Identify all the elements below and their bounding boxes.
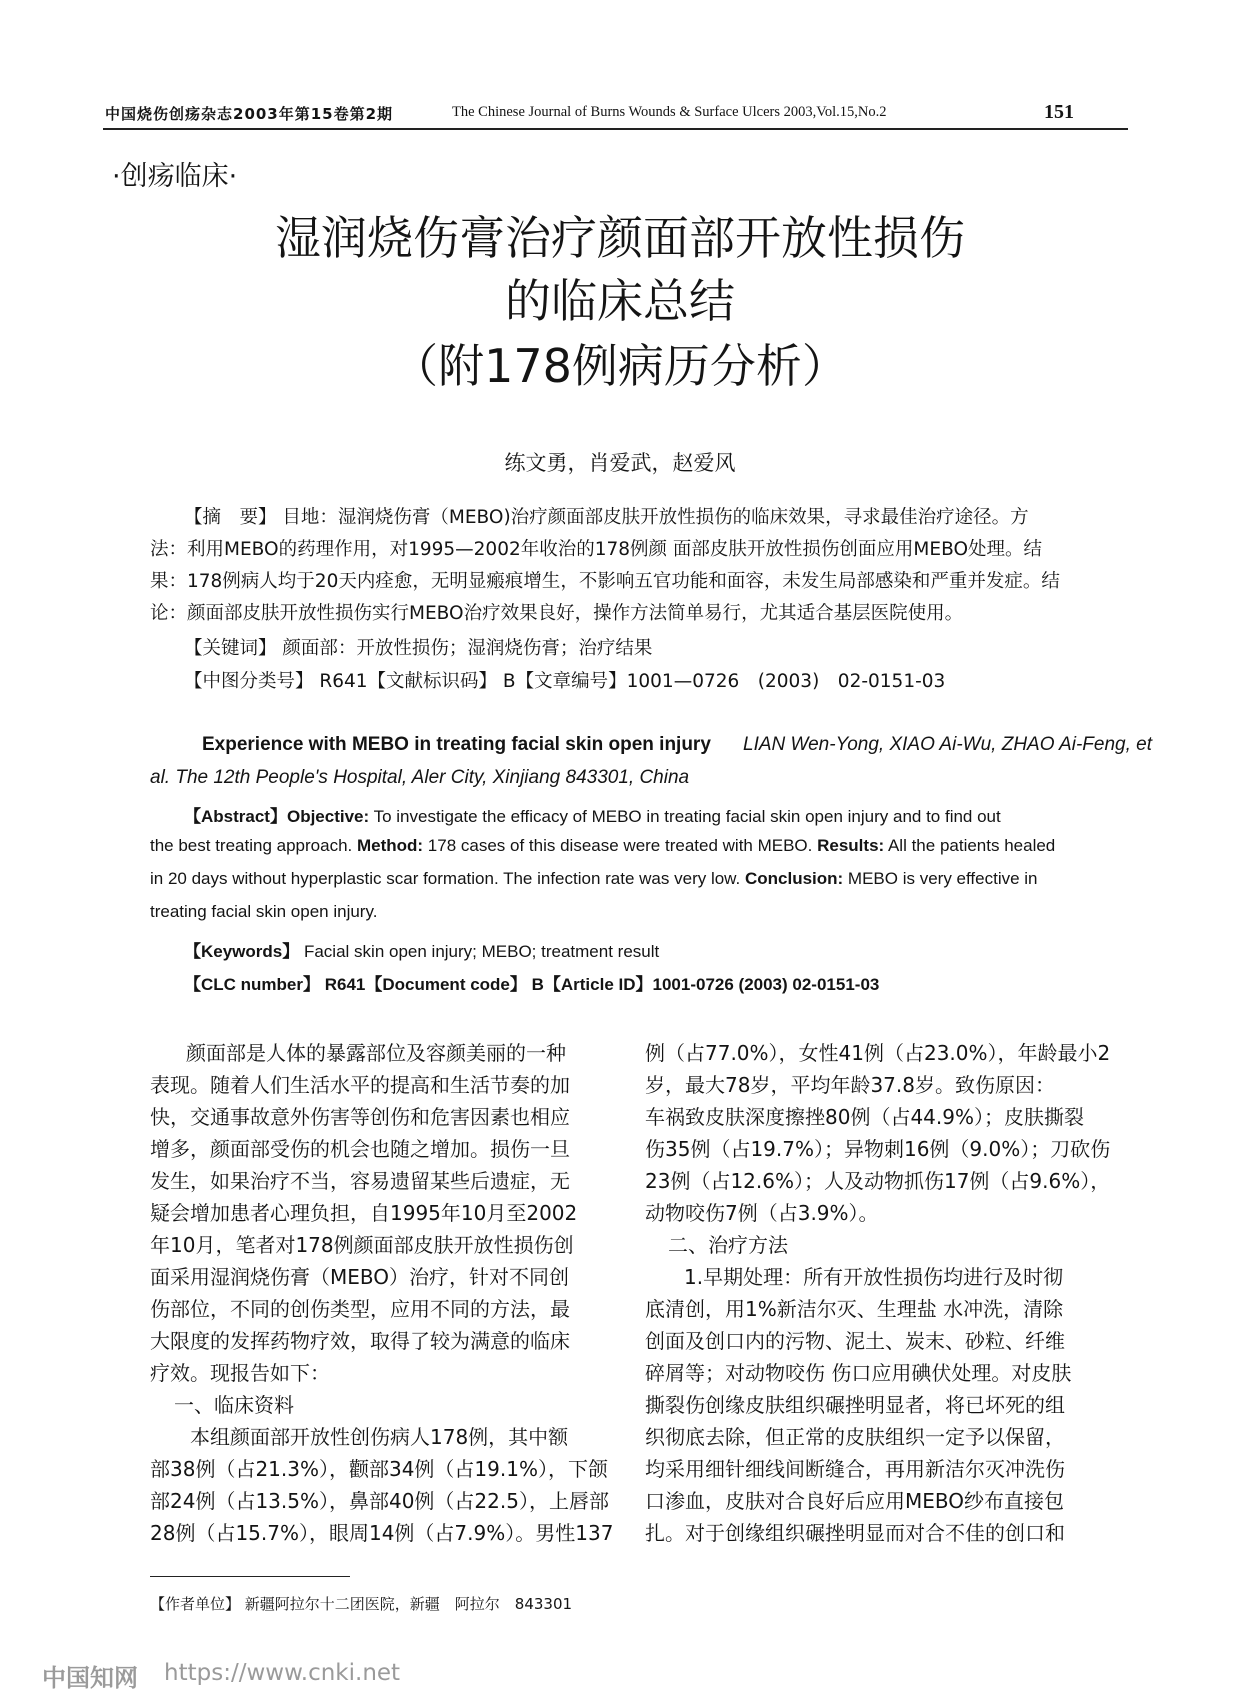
keywords-text: Facial skin open injury; MEBO; treatment result (299, 942, 660, 961)
body-line: 23例（占12.6%）；人及动物抓伤17例（占9.6%）， (645, 1169, 1111, 1193)
body-line: 增多，颜面部受伤的机会也随之增加。损伤一旦 (150, 1137, 570, 1161)
english-abstract-line (150, 836, 1055, 856)
journal-name-en: The Chinese Journal of Burns Wounds & Surface Ulcers 2003,Vol.15,No.2 (452, 104, 887, 120)
results-label: Results: (812, 836, 885, 855)
title-line-3: （附178例病历分析） (392, 339, 848, 393)
page-number: 151 (1044, 101, 1074, 123)
body-line: 撕裂伤创缘皮肤组织碾挫明显者，将已坏死的组 (645, 1393, 1065, 1417)
english-authors: LIAN Wen-Yong, XIAO Ai-Wu, ZHAO Ai-Feng, et (743, 734, 1152, 755)
body-line: 岁，最大78岁，平均年龄37.8岁。致伤原因： (645, 1073, 1055, 1097)
cnki-logo: 中国知网 (42, 1664, 138, 1692)
body-line: 底清创，用1%新洁尔灭、生理盐 水冲洗，清除 (645, 1297, 1064, 1321)
english-title: Experience with MEBO in treating facial skin open injury (202, 734, 711, 755)
body-line: 1.早期处理：所有开放性损伤均进行及时彻 (684, 1265, 1064, 1289)
authors: 练文勇，肖爱武，赵爱风 (504, 451, 736, 475)
body-line: 年10月，笔者对178例颜面部皮肤开放性损伤创 (150, 1233, 574, 1257)
clc-line: 【CLC number】 R641【Document code】 B【Article ID】1001-0726 (2003) 02-0151-03 (184, 975, 880, 994)
body-line: 例（占77.0%），女性41例（占23.0%），年龄最小2 (645, 1041, 1111, 1065)
english-abstract-line (150, 869, 1038, 889)
body-line: 创面及创口内的污物、泥土、炭末、砂粒、纤维 (645, 1329, 1065, 1353)
method-label: Method: (352, 836, 424, 855)
author-affiliation-footnote: 【作者单位】 新疆阿拉尔十二团医院，新疆 阿拉尔 843301 (150, 1595, 573, 1613)
abstract-label: 【Abstract】 (184, 807, 287, 826)
body-line: 疗效。现报告如下： (150, 1361, 330, 1385)
section-heading: 二、治疗方法 (668, 1233, 788, 1257)
body-line: 扎。对于创缘组织碾挫明显而对合不佳的创口和 (645, 1521, 1065, 1545)
objective-label: Objective: (286, 807, 370, 826)
body-line: 口渗血，皮肤对合良好后应用MEBO纱布直接包 (645, 1489, 1065, 1513)
body-line: 颜面部是人体的暴露部位及容颜美丽的一种 (186, 1041, 566, 1065)
abstract-text: the best treating approach. (150, 836, 353, 855)
cnki-url-link[interactable]: https://www.cnki.net (164, 1660, 401, 1686)
abstract-text: MEBO is very effective in (843, 869, 1038, 888)
abstract-text: in 20 days without hyperplastic scar formation. The infection rate was very low. (150, 869, 741, 888)
english-affiliation: al. The 12th People's Hospital, Aler City, Xinjiang 843301, China (150, 767, 690, 788)
body-line: 伤部位，不同的创伤类型，应用不同的方法，最 (150, 1297, 570, 1321)
body-line: 碎屑等；对动物咬伤 伤口应用碘伏处理。对皮肤 (645, 1361, 1072, 1385)
body-line: 发生，如果治疗不当，容易遗留某些后遗症，无 (150, 1169, 570, 1193)
journal-name-cn: 中国烧伤创疡杂志2003年第15卷第2期 (105, 105, 394, 123)
abstract-cn-line: 果：178例病人均于20天内痊愈，无明显瘢痕增生，不影响五官功能和面容，未发生局部感染和严重并发症。结 (150, 571, 1060, 592)
keywords-cn: 【关键词】 颜面部：开放性损伤；湿润烧伤膏；治疗结果 (184, 638, 653, 659)
conclusion-label: Conclusion: (740, 869, 844, 888)
abstract-cn-line: 法：利用MEBO的药理作用，对1995—2002年收治的178例颜 面部皮肤开放性损伤创面应用MEBO处理。结 (150, 539, 1043, 560)
classification-cn: 【中图分类号】 R641【文献标识码】 B【文章编号】1001—0726 (2003) 02-0151-03 (184, 671, 946, 692)
body-line: 本组颜面部开放性创伤病人178例，其中额 (190, 1425, 569, 1449)
body-line: 快，交通事故意外伤害等创伤和危害因素也相应 (150, 1105, 570, 1129)
body-line: 部38例（占21.3%），颧部34例（占19.1%），下颌 (150, 1457, 608, 1481)
body-line: 疑会增加患者心理负担，自1995年10月至2002 (150, 1201, 578, 1225)
english-abstract-line: treating facial skin open injury. (150, 902, 378, 921)
abstract-cn-line: 【摘 要】 目地：湿润烧伤膏（MEBO)治疗颜面部皮肤开放性损伤的临床效果，寻求最佳治疗途径。方 (184, 507, 1029, 528)
body-line: 均采用细针细线间断缝合，再用新洁尔灭冲洗伤 (645, 1457, 1065, 1481)
body-line: 28例（占15.7%），眼周14例（占7.9%）。男性137 (150, 1521, 614, 1545)
abstract-cn-line: 论：颜面部皮肤开放性损伤实行MEBO治疗效果良好，操作方法简单易行，尤其适合基层医院使用。 (150, 603, 964, 624)
body-line: 表现。随着人们生活水平的提高和生活节奏的加 (150, 1073, 570, 1097)
body-line: 车祸致皮肤深度擦挫80例（占44.9%）；皮肤撕裂 (645, 1105, 1084, 1129)
section-heading: 一、临床资料 (174, 1393, 294, 1417)
english-keywords-line (184, 937, 659, 962)
title-line-1: 湿润烧伤膏治疗颜面部开放性损伤 (275, 211, 965, 265)
body-line: 面采用湿润烧伤膏（MEBO）治疗，针对不同创 (150, 1265, 570, 1289)
body-line: 大限度的发挥药物疗效，取得了较为满意的临床 (150, 1329, 570, 1353)
body-line: 动物咬伤7例（占3.9%）。 (645, 1201, 879, 1225)
abstract-text: All the patients healed (884, 836, 1056, 855)
header-rule (103, 128, 1128, 130)
footnote-rule (150, 1576, 350, 1577)
keywords-label: 【Keywords】 (184, 942, 300, 961)
body-line: 部24例（占13.5%），鼻部40例（占22.5），上唇部 (150, 1489, 609, 1513)
section-tag: ·创疡临床· (112, 161, 238, 192)
title-line-2: 的临床总结 (505, 274, 735, 328)
abstract-text: 178 cases of this disease were treated with MEBO. (423, 836, 813, 855)
english-abstract-line (184, 802, 1001, 827)
abstract-text: To investigate the efficacy of MEBO in treating facial skin open injury and to find out (369, 807, 1001, 826)
body-line: 伤35例（占19.7%）；异物刺16例（9.0%）；刀砍伤 (645, 1137, 1111, 1161)
body-line: 织彻底去除，但正常的皮肤组织一定予以保留， (645, 1425, 1065, 1449)
